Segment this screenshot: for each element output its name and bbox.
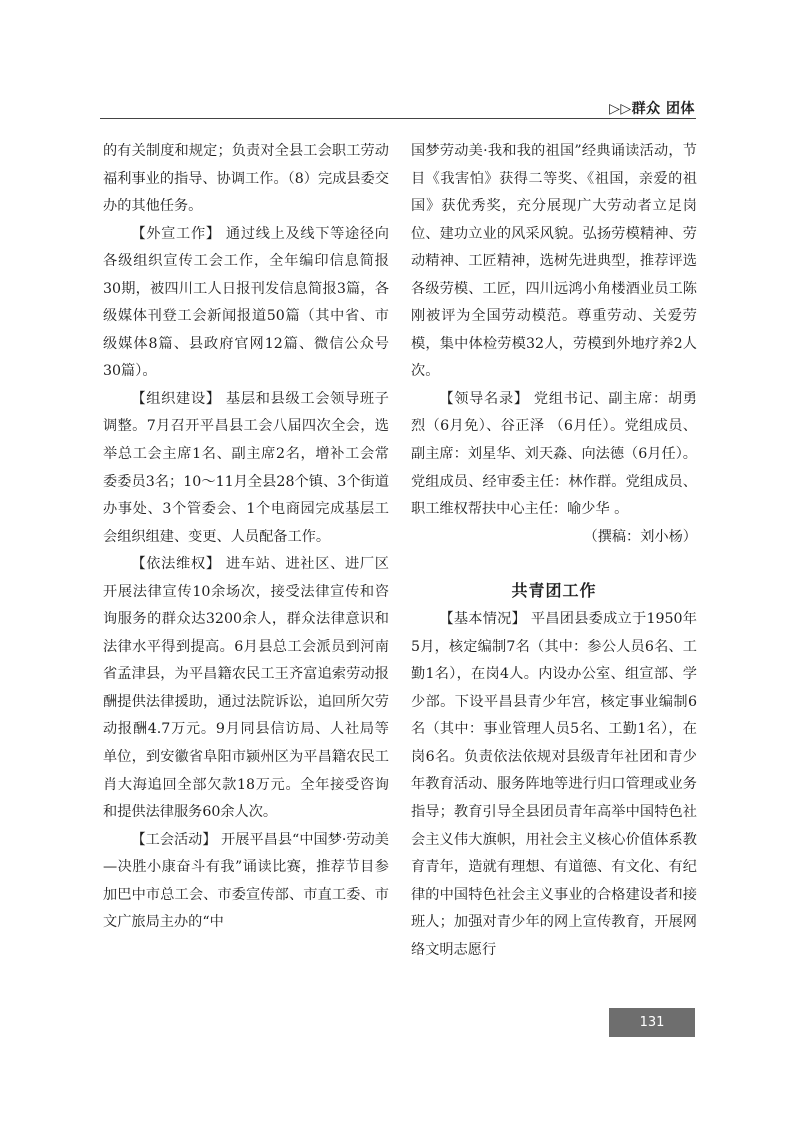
paragraph-legal-rights: 【依法维权】 进车站、进社区、进厂区开展法律宣传10余场次，接受法律宣传和咨询服务的群众达3200余人，群众法律意识和法律水平得到提高。6月县总工会派员到河南省孟津县，为平昌籍农民工王齐富追索劳动报酬提供法律援助，通过法院诉讼，追回所欠劳动报酬4.7万元。9月同县信访局、人社局等单位，到安徽省阜阳市颍州区为平昌籍农民工肖大海追回全部欠款18万元。全年接受咨询和提供法律服务60余人次。 <box>103 556 389 821</box>
right-column <box>411 138 697 964</box>
page-number: 131 <box>609 1008 695 1037</box>
paragraph-continued: 的有关制度和规定；负责对全县工会职工劳动福利事业的指导、协调工作。（8）完成县委交办的其他任务。 <box>103 143 389 215</box>
paragraph-union-activities-continued: 国梦劳动美·我和我的祖国”经典诵读活动，节目《我害怕》获得二等奖、《祖国，亲爱的祖国》获优秀奖，充分展现广大劳动者立足岗位、建功立业的风采风貌。弘扬劳模精神、劳动精神、工匠精神，选树先进典型，推荐评选各级劳模、工匠，四川远鸿小角楼酒业员工陈刚被评为全国劳动模范。尊重劳动、关爱劳模，集中体检劳模32人，劳模到外地疗养2人次。 <box>411 143 697 380</box>
paragraph-union-activities: 【工会活动】 开展平昌县“中国梦·劳动美—决胜小康奋斗有我”诵读比赛，推荐节目参加巴中市总工会、市委宣传部、市直工委、市文广旅局主办的“中 <box>103 831 389 931</box>
left-column <box>103 138 389 937</box>
running-header: ▷▷群众 团体 <box>609 101 695 117</box>
header-divider <box>100 118 696 119</box>
paragraph-external-publicity: 【外宣工作】 通过线上及线下等途径向各级组织宣传工会工作，全年编印信息简报30期，被四川工人日报刊发信息简报3篇，各级媒体刊登工会新闻报道50篇（其中省、市级媒体8篇、县政府官网12篇、微信公众号30篇）。 <box>103 225 389 380</box>
author-byline: （撰稿：刘小杨） <box>583 528 697 545</box>
paragraph-basic-situation: 【基本情况】 平昌团县委成立于1950年5月，核定编制7名（其中：参公人员6名、工勤1名），在岗4人。内设办公室、组宣部、学少部。下设平昌县青少年宫，核定事业编制6名（其中：事业管理人员5名、工勤1名），在岗6名。负责依法依规对县级青年社团和青少年教育活动、服务阵地等进行归口管理或业务指导；教育引导全县团员青年高举中国特色社会主义伟大旗帜，用社会主义核心价值体系教育青年，造就有理想、有道德、有文化、有纪律的中国特色社会主义事业的合格建设者和接班人；加强对青少年的网上宣传教育，开展网络文明志愿行 <box>411 611 697 958</box>
paragraph-organization-building: 【组织建设】 基层和县级工会领导班子调整。7月召开平昌县工会八届四次全会，选举总工会主席1名、副主席2名，增补工会常委委员3名；10～11月全县28个镇、3个街道办事处、3个管委会、1个电商园完成基层工会组织组建、变更、人员配备工作。 <box>103 390 389 545</box>
paragraph-leadership-list: 【领导名录】 党组书记、副主席：胡勇烈（6月免）、谷正泽 （6月任）。党组成员、副主席：刘星华、刘天淼、向法德（6月任）。党组成员、经审委主任：林作群。党组成员、职工维权帮扶中心主任：喻少华 。 <box>411 390 697 518</box>
section-title-youth-league: 共青团工作 <box>511 581 597 601</box>
